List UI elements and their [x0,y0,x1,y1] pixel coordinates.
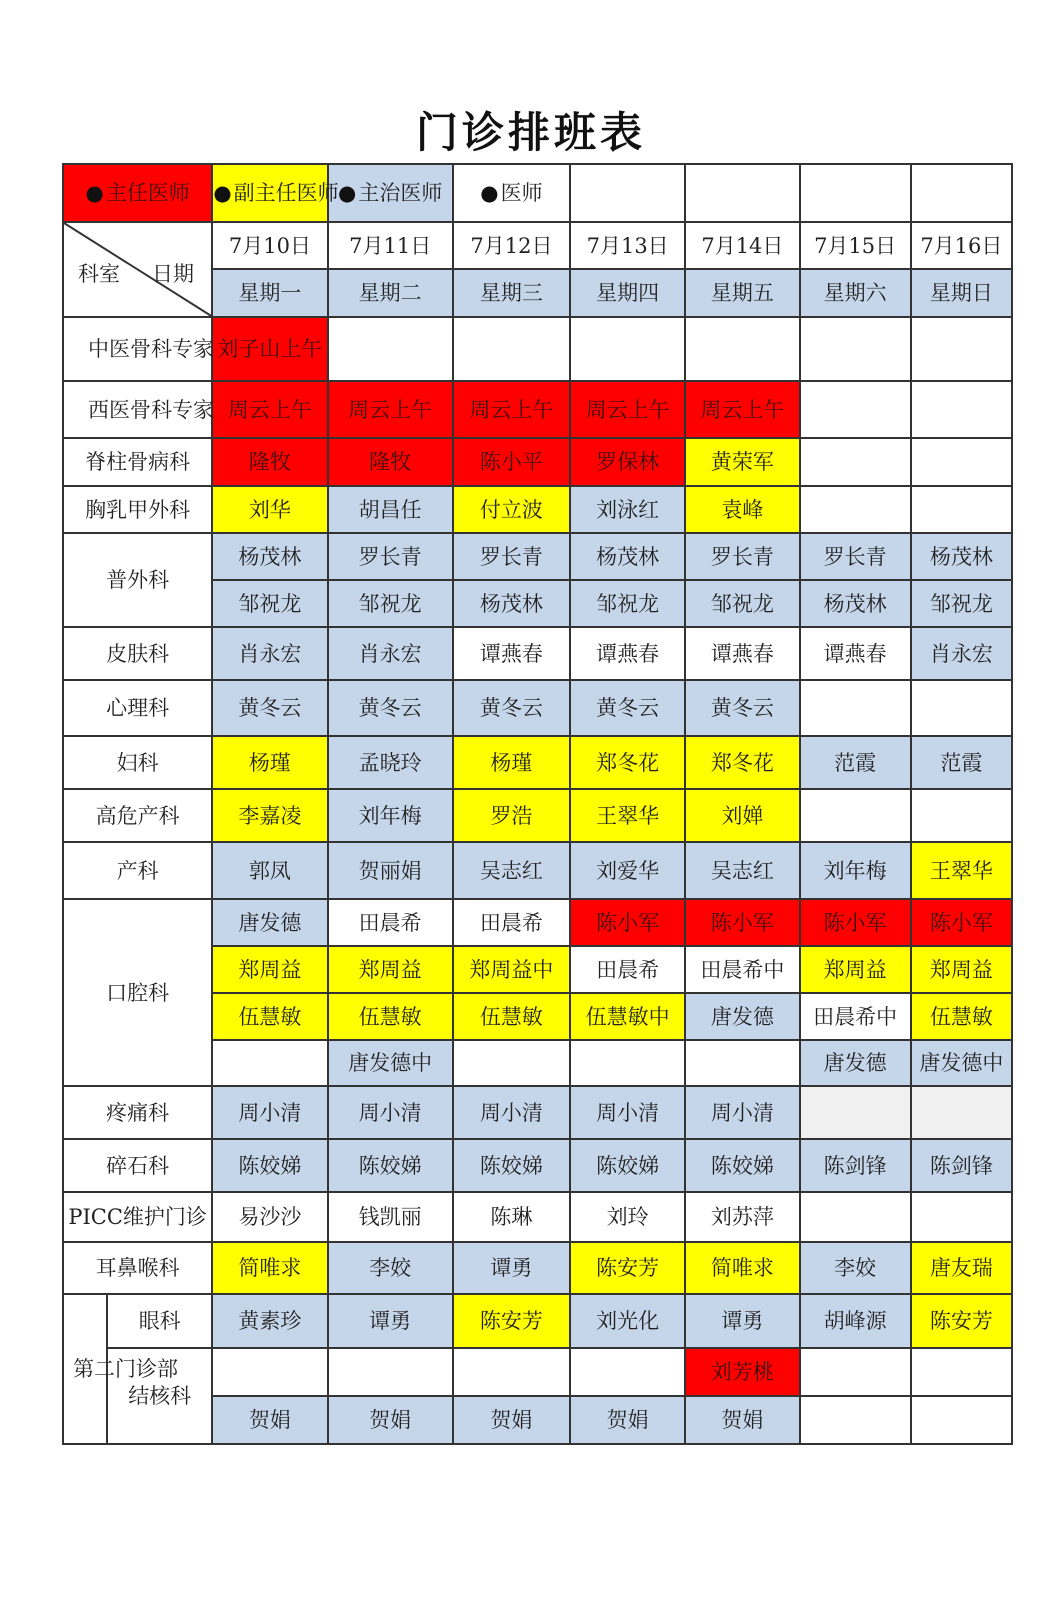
schedule-cell: 邹祝龙 [328,580,453,627]
schedule-cell [911,381,1012,438]
schedule-cell: 杨茂林 [453,580,570,627]
schedule-cell: 李嘉凌 [212,789,327,842]
schedule-cell: 谭燕春 [685,627,799,680]
dept-tuberculosis: 结核科 [107,1348,212,1444]
schedule-cell: 谭勇 [453,1242,570,1294]
schedule-cell: 贺娟 [453,1396,570,1444]
table-row [63,1086,1012,1139]
schedule-cell: 罗长青 [328,533,453,580]
schedule-cell: 唐发德 [212,899,327,946]
weekday-cell: 星期三 [453,269,570,317]
schedule-cell: 黄冬云 [212,680,327,736]
schedule-cell: 孟晓玲 [328,736,453,789]
schedule-cell: 田晨希 [570,946,685,993]
schedule-cell: 陈小军 [570,899,685,946]
schedule-cell: 刘玲 [570,1192,685,1242]
schedule-cell: 周云上午 [212,381,327,438]
schedule-cell: 贺娟 [685,1396,799,1444]
dept-lithotripsy: 碎石科 [63,1139,212,1192]
schedule-cell: 伍慧敏 [453,993,570,1040]
dept-stomatology: 口腔科 [63,899,212,1086]
date-label: 日期 [152,262,194,286]
schedule-cell: 杨茂林 [911,533,1012,580]
schedule-cell: 刘芳桃 [685,1348,799,1396]
schedule-cell [328,1348,453,1396]
schedule-cell: 郑周益 [800,946,911,993]
schedule-cell: 胡昌任 [328,486,453,533]
schedule-cell: 简唯求 [685,1242,799,1294]
schedule-cell: 刘年梅 [328,789,453,842]
schedule-cell: 周云上午 [328,381,453,438]
dept-spine: 脊柱骨病科 [63,438,212,486]
schedule-cell [911,789,1012,842]
schedule-cell: 罗浩 [453,789,570,842]
schedule-cell: 郑周益 [328,946,453,993]
schedule-cell [570,1348,685,1396]
legend-chief: ● 主任医师 [63,164,212,222]
schedule-cell: 陈小军 [911,899,1012,946]
weekday-cell: 星期二 [328,269,453,317]
schedule-cell [800,1396,911,1444]
schedule-cell: 罗保林 [570,438,685,486]
table-row [63,486,1012,533]
schedule-cell: 吴志红 [453,842,570,899]
schedule-cell [800,1192,911,1242]
schedule-cell: 刘婵 [685,789,799,842]
date-cell: 7月11日 [328,222,453,269]
schedule-cell: 周小清 [212,1086,327,1139]
schedule-cell: 黄荣军 [685,438,799,486]
schedule-cell: 唐发德 [800,1040,911,1086]
schedule-cell: 陈小军 [800,899,911,946]
schedule-cell: 肖永宏 [212,627,327,680]
schedule-cell: 杨茂林 [212,533,327,580]
schedule-cell: 陈姣娣 [570,1139,685,1192]
schedule-cell: 伍慧敏 [911,993,1012,1040]
schedule-cell: 易沙沙 [212,1192,327,1242]
schedule-cell: 刘子山上午 [212,317,327,381]
schedule-cell: 谭燕春 [800,627,911,680]
weekday-cell: 星期一 [212,269,327,317]
schedule-cell: 陈安芳 [453,1294,570,1348]
schedule-cell [800,317,911,381]
schedule-cell [212,1040,327,1086]
schedule-cell [911,438,1012,486]
schedule-cell: 唐发德中 [328,1040,453,1086]
schedule-cell [453,317,570,381]
schedule-cell: 王翠华 [570,789,685,842]
schedule-cell [911,486,1012,533]
date-cell: 7月15日 [800,222,911,269]
schedule-cell: 陈姣娣 [328,1139,453,1192]
schedule-cell [800,1348,911,1396]
dept-psychology: 心理科 [63,680,212,736]
schedule-cell: 李姣 [800,1242,911,1294]
schedule-cell: 罗长青 [685,533,799,580]
schedule-cell: 刘泳红 [570,486,685,533]
schedule-cell: 范霞 [911,736,1012,789]
schedule-cell [911,1086,1012,1139]
weekday-cell: 星期四 [570,269,685,317]
page-title: 门诊排班表 [415,108,646,157]
schedule-cell [800,381,911,438]
schedule-cell: 陈姣娣 [212,1139,327,1192]
schedule-cell: 邹祝龙 [212,580,327,627]
legend-row [63,164,1012,222]
schedule-cell: 邹祝龙 [685,580,799,627]
schedule-cell: 罗长青 [453,533,570,580]
legend-physician: ● 医师 [453,164,570,222]
date-cell: 7月16日 [911,222,1012,269]
schedule-cell: 田晨希中 [685,946,799,993]
schedule-cell: 谭勇 [685,1294,799,1348]
table-row [63,680,1012,736]
schedule-cell [911,680,1012,736]
schedule-cell [800,789,911,842]
schedule-cell: 田晨希中 [800,993,911,1040]
table-row [63,438,1012,486]
schedule-cell: 范霞 [800,736,911,789]
schedule-cell: 陈安芳 [911,1294,1012,1348]
schedule-cell [212,1348,327,1396]
dept-ophthalmology: 眼科 [107,1294,212,1348]
dept-breast-thyroid: 胸乳甲外科 [63,486,212,533]
schedule-cell: 贺娟 [570,1396,685,1444]
table-row [63,899,1012,946]
schedule-cell: 杨茂林 [800,580,911,627]
legend-attending: ● 主治医师 [328,164,453,222]
schedule-cell [453,1348,570,1396]
schedule-cell: 贺娟 [328,1396,453,1444]
schedule-cell: 肖永宏 [911,627,1012,680]
dept-general-surgery: 普外科 [63,533,212,627]
schedule-cell: 谭燕春 [570,627,685,680]
schedule-cell [911,317,1012,381]
dept-date-header [63,222,212,317]
schedule-cell: 贺娟 [212,1396,327,1444]
schedule-cell [911,1396,1012,1444]
legend-associate: ● 副主任医师 [212,164,327,222]
schedule-cell: 陈姣娣 [685,1139,799,1192]
schedule-cell: 陈小平 [453,438,570,486]
schedule-cell [685,317,799,381]
weekday-cell: 星期六 [800,269,911,317]
schedule-cell: 刘华 [212,486,327,533]
schedule-cell [328,317,453,381]
schedule-cell: 刘苏萍 [685,1192,799,1242]
date-cell: 7月12日 [453,222,570,269]
schedule-cell: 罗长青 [800,533,911,580]
schedule-cell: 黄冬云 [685,680,799,736]
schedule-table [62,163,1013,1445]
schedule-cell: 陈安芳 [570,1242,685,1294]
schedule-cell: 黄素珍 [212,1294,327,1348]
schedule-cell: 杨瑾 [453,736,570,789]
dept-obstetrics: 产科 [63,842,212,899]
schedule-cell: 李姣 [328,1242,453,1294]
schedule-cell: 谭勇 [328,1294,453,1348]
schedule-cell: 伍慧敏中 [570,993,685,1040]
schedule-cell: 吴志红 [685,842,799,899]
schedule-cell: 贺丽娟 [328,842,453,899]
schedule-cell: 郑冬花 [685,736,799,789]
schedule-cell: 田晨希 [453,899,570,946]
schedule-cell: 杨茂林 [570,533,685,580]
schedule-cell: 郭凤 [212,842,327,899]
table-row [63,1294,1012,1348]
schedule-cell: 周小清 [685,1086,799,1139]
schedule-cell: 刘光化 [570,1294,685,1348]
schedule-cell: 唐友瑞 [911,1242,1012,1294]
schedule-cell: 郑周益中 [453,946,570,993]
table-row [63,317,1012,381]
weekday-cell: 星期日 [911,269,1012,317]
schedule-cell: 郑周益 [212,946,327,993]
schedule-cell: 邹祝龙 [911,580,1012,627]
schedule-cell: 陈剑锋 [911,1139,1012,1192]
schedule-cell: 伍慧敏 [328,993,453,1040]
dept-picc: PICC维护门诊 [63,1192,212,1242]
schedule-cell: 周云上午 [570,381,685,438]
table-row [63,381,1012,438]
schedule-cell: 郑周益 [911,946,1012,993]
schedule-cell: 唐发德 [685,993,799,1040]
date-cell: 7月14日 [685,222,799,269]
dept-dermatology: 皮肤科 [63,627,212,680]
schedule-cell: 简唯求 [212,1242,327,1294]
dept-second-clinic: 第二门诊部 [63,1294,107,1444]
date-cell: 7月10日 [212,222,327,269]
weekday-cell: 星期五 [685,269,799,317]
schedule-cell [800,1086,911,1139]
table-row [63,842,1012,899]
schedule-cell: 陈姣娣 [453,1139,570,1192]
table-row [63,533,1012,580]
dept-high-risk-obstetrics: 高危产科 [63,789,212,842]
schedule-cell: 谭燕春 [453,627,570,680]
table-row [63,789,1012,842]
schedule-cell: 郑冬花 [570,736,685,789]
schedule-cell: 王翠华 [911,842,1012,899]
schedule-cell: 胡峰源 [800,1294,911,1348]
table-row [63,1139,1012,1192]
schedule-cell: 周小清 [328,1086,453,1139]
schedule-cell: 陈琳 [453,1192,570,1242]
schedule-cell: 陈小军 [685,899,799,946]
dept-gynecology: 妇科 [63,736,212,789]
dept-label: 科室 [78,262,120,286]
dept-western-ortho: 西医骨科专家 [63,381,212,438]
date-row [63,222,1012,269]
dept-ent: 耳鼻喉科 [63,1242,212,1294]
schedule-cell [570,317,685,381]
schedule-cell [800,486,911,533]
table-row [63,1242,1012,1294]
table-row [63,627,1012,680]
schedule-cell: 刘爱华 [570,842,685,899]
schedule-cell: 付立波 [453,486,570,533]
schedule-cell [800,438,911,486]
schedule-cell: 黄冬云 [328,680,453,736]
schedule-cell: 田晨希 [328,899,453,946]
schedule-cell: 黄冬云 [453,680,570,736]
table-row [63,1192,1012,1242]
dept-tcm-ortho: 中医骨科专家 [63,317,212,381]
schedule-cell: 邹祝龙 [570,580,685,627]
schedule-cell: 隆牧 [328,438,453,486]
schedule-cell: 钱凯丽 [328,1192,453,1242]
schedule-cell [911,1192,1012,1242]
schedule-cell: 陈剑锋 [800,1139,911,1192]
schedule-cell: 刘年梅 [800,842,911,899]
schedule-cell [911,1348,1012,1396]
schedule-cell: 伍慧敏 [212,993,327,1040]
schedule-cell [685,1040,799,1086]
table-row [63,736,1012,789]
schedule-cell [800,680,911,736]
schedule-cell [453,1040,570,1086]
schedule-cell: 袁峰 [685,486,799,533]
schedule-cell: 周云上午 [685,381,799,438]
schedule-cell: 周小清 [570,1086,685,1139]
schedule-cell: 肖永宏 [328,627,453,680]
schedule-cell: 隆牧 [212,438,327,486]
table-row [63,1348,1012,1396]
schedule-cell: 杨瑾 [212,736,327,789]
schedule-cell: 黄冬云 [570,680,685,736]
schedule-cell: 唐发德中 [911,1040,1012,1086]
schedule-cell: 周小清 [453,1086,570,1139]
date-cell: 7月13日 [570,222,685,269]
schedule-cell: 周云上午 [453,381,570,438]
schedule-cell [570,1040,685,1086]
dept-pain: 疼痛科 [63,1086,212,1139]
